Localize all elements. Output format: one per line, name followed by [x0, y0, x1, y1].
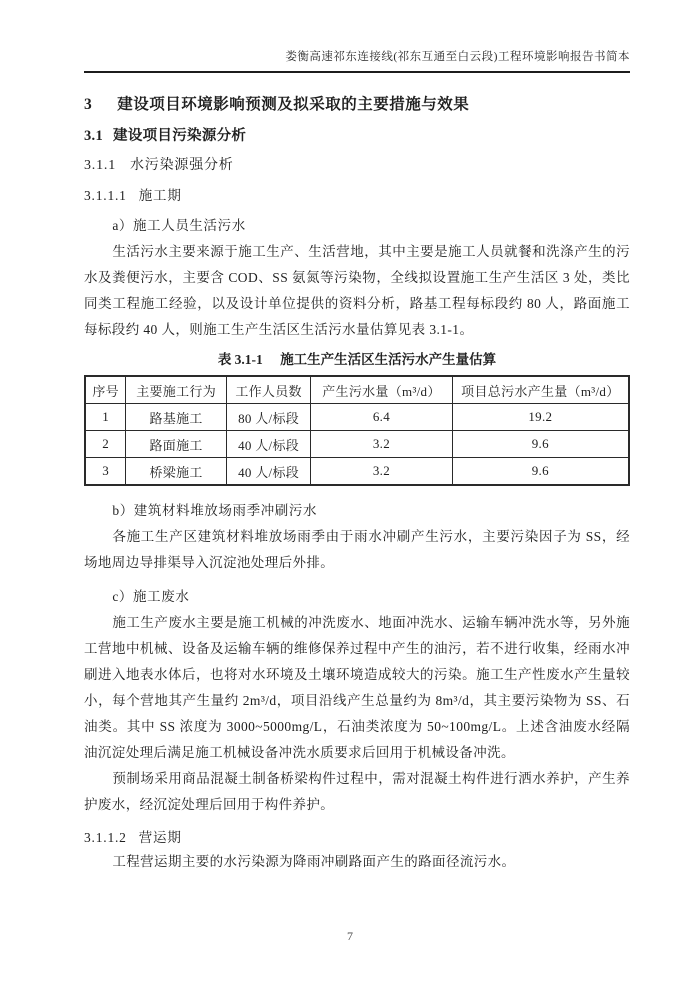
page-number: 7	[347, 929, 353, 943]
heading-number: 3.1.1	[84, 158, 116, 173]
cell-staff: 80 人/标段	[226, 404, 310, 431]
paragraph-precast-curing: 预制场采用商品混凝土制备桥梁构件过程中，需对混凝土构件进行洒水养护，产生养护废水，经沉淀处理后回用于构件养护。	[84, 771, 630, 812]
heading-number: 3.1.1.1	[84, 188, 127, 203]
heading-number: 3.1	[84, 128, 104, 144]
col-header-total: 项目总污水产生量（m³/d）	[452, 376, 629, 404]
heading-section-3	[84, 94, 630, 116]
cell-staff: 40 人/标段	[226, 431, 310, 458]
cell-index: 3	[85, 458, 126, 486]
col-header-volume: 产生污水量（m³/d）	[311, 376, 452, 404]
cell-total: 19.2	[452, 404, 629, 431]
heading-section-3-1-1-2	[84, 828, 630, 847]
cell-index: 2	[85, 431, 126, 458]
cell-activity: 桥梁施工	[126, 458, 227, 486]
table-caption-title: 施工生产生活区生活污水产生量估算	[280, 352, 497, 367]
cell-total: 9.6	[452, 431, 629, 458]
col-header-staff: 工作人员数	[226, 376, 310, 404]
table-caption	[84, 350, 630, 369]
cell-volume: 3.2	[311, 431, 452, 458]
list-item-b: b）建筑材料堆放场雨季冲刷污水	[112, 503, 318, 518]
table-row	[85, 458, 629, 486]
cell-total: 9.6	[452, 458, 629, 486]
cell-volume: 3.2	[311, 458, 452, 486]
heading-section-3-1-1	[84, 156, 630, 176]
heading-section-3-1-1-1	[84, 186, 630, 205]
paragraph-construction-wastewater: 施工生产废水主要是施工机械的冲洗废水、地面冲洗水、运输车辆冲洗水等，另外施工营地中机械、设备及运输车辆的维修保养过程中产生的油污，若不进行收集，经雨水冲刷进入地表水体后，也将对水环境及土壤环境造成较大的污染。施工生产性废水产生量较小，每个营地其产生量约 2m³/d，项目沿线产生总量约为 8m³/d，其主要污染物为 SS、石油类。其中 SS 浓度为 3000~5000mg/L，石油类浓度为 50~100mg/L。上述含油废水经隔油沉淀处理后满足施工机械设备冲洗水质要求后回用于机械设备冲洗。	[84, 615, 630, 760]
table-header-row	[85, 376, 629, 404]
heading-number: 3	[84, 96, 93, 113]
heading-title: 建设项目环境影响预测及拟采取的主要措施与效果	[117, 96, 470, 113]
running-header-title: 娄衡高速祁东连接线(祁东互通至白云段)工程环境影响报告书简本	[84, 50, 630, 73]
cell-index: 1	[85, 404, 126, 431]
list-item-a: a）施工人员生活污水	[112, 218, 246, 233]
col-header-activity: 主要施工行为	[126, 376, 227, 404]
heading-section-3-1	[84, 126, 630, 146]
cell-volume: 6.4	[311, 404, 452, 431]
cell-staff: 40 人/标段	[226, 458, 310, 486]
paragraph-operation-period: 工程营运期主要的水污染源为降雨冲刷路面产生的路面径流污水。	[112, 854, 516, 869]
heading-title: 水污染源强分析	[130, 158, 234, 173]
table-caption-label: 表 3.1-1	[217, 352, 263, 367]
table-row	[85, 404, 629, 431]
heading-title: 营运期	[138, 830, 182, 845]
cell-activity: 路面施工	[126, 431, 227, 458]
heading-number: 3.1.1.2	[84, 830, 127, 845]
paragraph-construction-sewage: 生活污水主要来源于施工生产、生活营地，其中主要是施工人员就餐和洗涤产生的污水及粪便污水，主要含 COD、SS 氨氮等污染物，全线拟设置施工生产生活区 3 处，类比同类工程施工经验，以及设计单位提供的资料分析，路基工程每标段约 80 人，路面施工每标段约 40 人，则施工生产生活区生活污水量估算见表 3.1-1。	[84, 244, 630, 337]
col-header-index: 序号	[85, 376, 126, 404]
sewage-estimate-table	[84, 375, 630, 486]
heading-title: 施工期	[138, 188, 182, 203]
heading-title: 建设项目污染源分析	[113, 128, 247, 144]
table-row	[85, 431, 629, 458]
cell-activity: 路基施工	[126, 404, 227, 431]
list-item-c: c）施工废水	[112, 589, 190, 604]
paragraph-material-stockpile: 各施工生产区建筑材料堆放场雨季由于雨水冲刷产生污水，主要污染因子为 SS，经场地周边导排渠导入沉淀池处理后外排。	[84, 529, 630, 570]
